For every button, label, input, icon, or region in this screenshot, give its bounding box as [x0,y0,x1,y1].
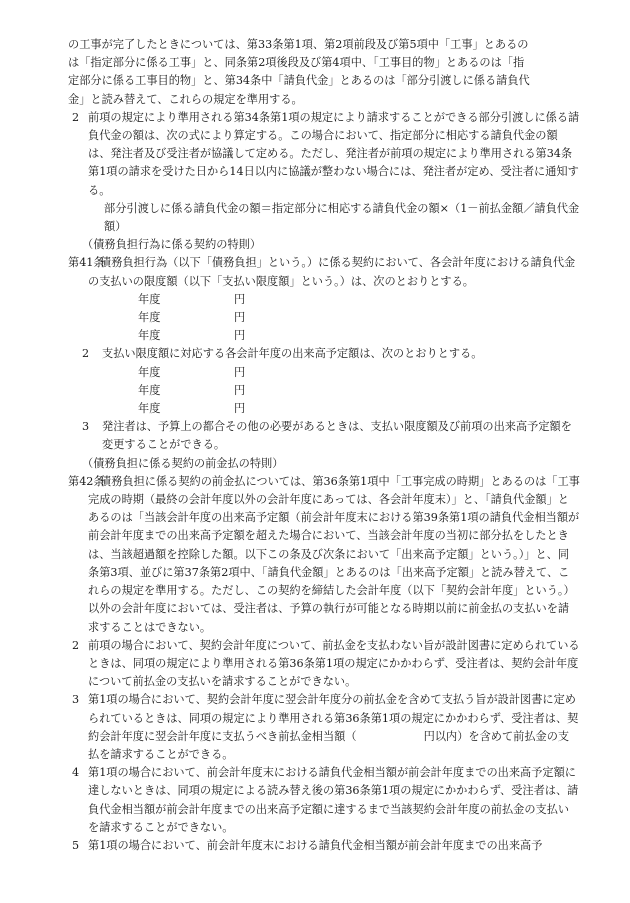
clause-number: 2 [72,638,80,652]
article-number: 第41条 [68,256,105,270]
article-42-heading: （債務負担に係る契約の前金払の特則） [82,456,284,470]
year-row: 年度 円 [138,329,246,343]
formula-text: 部分引渡しに係る請負代金の額＝指定部分に相応する請負代金の額×（1－前払金額／請負代金額） [104,201,580,234]
clause-text: 第1項の場合において、契約会計年度に翌会計年度分の前払金を含めて支払う旨が設計図書に定められているときは、同項の規定により準用される第36条第1項の規定にかかわらず、受注者は、契約会計年度に翌会計年度に支払うべき前払金相当額（ 円以内）を含めて前払金の支払を請求することができる。 [88,693,579,761]
clause-number: 3 [82,420,90,434]
formula [68,200,580,236]
article-41-3 [68,418,580,454]
clause-text: 第1項の場合において、前会計年度末における請負代金相当額が前会計年度までの出来高予定額に達しないときは、同項の規定による読み替え後の第36条第1項の規定にかかわらず、受注者は、請負代金相当額が前会計年度までの出来高予定額に達するまで当該契約会計年度の前払金の支払いを請求することができない。 [88,766,579,834]
clause-text: 前項の規定により準用される第34条第1項の規定により請求することができる部分引渡しに係る請負代金の額は、次の式により算定する。この場合において、指定部分に相応する請負代金の額は、発注者及び受注者が協議して定める。ただし、発注者が前項の規定により準用される第34条第1項の請求を受けた日から14日以内に協議が整わない場合には、発注者が定め、受注者に通知する。 [88,110,580,197]
payment-limit-list [68,291,580,346]
article-41-heading: （債務負担行為に係る契約の特則） [82,238,262,252]
scheduled-output-list [68,364,580,419]
clause-number: 2 [72,110,80,124]
article-text: 債務負担行為（以下「債務負担」という。）に係る契約において、各会計年度における請負代金の支払いの限度額（以下「支払い限度額」という。）は、次のとおりとする。 [88,256,576,288]
clause-number: 4 [72,766,80,780]
year-row: 年度 円 [138,292,246,306]
text-line: 定部分に係る工事目的物」と、第34条中「請負代金」とあるのは「部分引渡しに係る請負代 [68,74,530,88]
year-row: 年度 円 [138,383,246,397]
clause-text: 第1項の場合において、前会計年度末における請負代金相当額が前会計年度までの出来高予 [88,838,543,852]
text-line: の工事が完了したときについては、第33条第1項、第2項前段及び第5項中「工事」とあるの [68,38,529,51]
clause-number: 3 [72,693,80,707]
article-42-2 [68,637,580,692]
article-41-2 [68,345,580,363]
article-42 [68,473,580,637]
clause-number: 2 [82,347,90,361]
year-row: 年度 円 [138,311,246,325]
article-42-3 [68,691,580,764]
article-42-4 [68,764,580,837]
clause-number: 5 [72,838,80,852]
continued-paragraph [68,36,580,109]
article-text: 債務負担に係る契約の前金払については、第36条第1項中「工事完成の時期」とあるのは「工事完成の時期（最終の会計年度以外の会計年度にあっては、各会計年度末）」と、「請負代金額」とあるのは「当該会計年度の出来高予定額（前会計年度末における第39条第1項の請負代金相当額が前会計年度までの出来高予定額を超えた場合において、当該会計年度の当初に部分払をしたときは、当該超過額を控除した額。以下この条及び次条において「出来高予定額」という。）」と、同条第3項、並びに第37条第2項中、「請負代金額」とあるのは「出来高予定額」と読み替えて、これらの規定を準用する。ただし、この契約を締結した会計年度（以下「契約会計年度」という。）以外の会計年度においては、受注者は、予算の執行が可能となる時期以前に前金払の支払いを請求することはできない。 [88,474,580,634]
article-42-5 [68,837,580,855]
clause-40-2 [68,109,580,200]
clause-text: 発注者は、予算上の都合その他の必要があるときは、支払い限度額及び前項の出来高予定額を変更することができる。 [102,420,572,452]
clause-text: 前項の場合において、契約会計年度について、前払金を支払わない旨が設計図書に定められているときは、同項の規定により準用される第36条第1項の規定にかかわらず、受注者は、契約会計年度について前払金の支払いを請求することができない。 [88,638,580,689]
text-line: は「指定部分に係る工事」と、同条第2項後段及び第4項中、「工事目的物」とあるのは「指 [68,56,525,70]
article-number: 第42条 [68,474,105,488]
text-line: 金」と読み替えて、これらの規定を準用する。 [68,92,303,106]
year-row: 年度 円 [138,365,246,379]
article-41 [68,254,580,290]
year-row: 年度 円 [138,402,246,416]
clause-text: 支払い限度額に対応する各会計年度の出来高予定額は、次のとおりとする。 [102,347,483,361]
